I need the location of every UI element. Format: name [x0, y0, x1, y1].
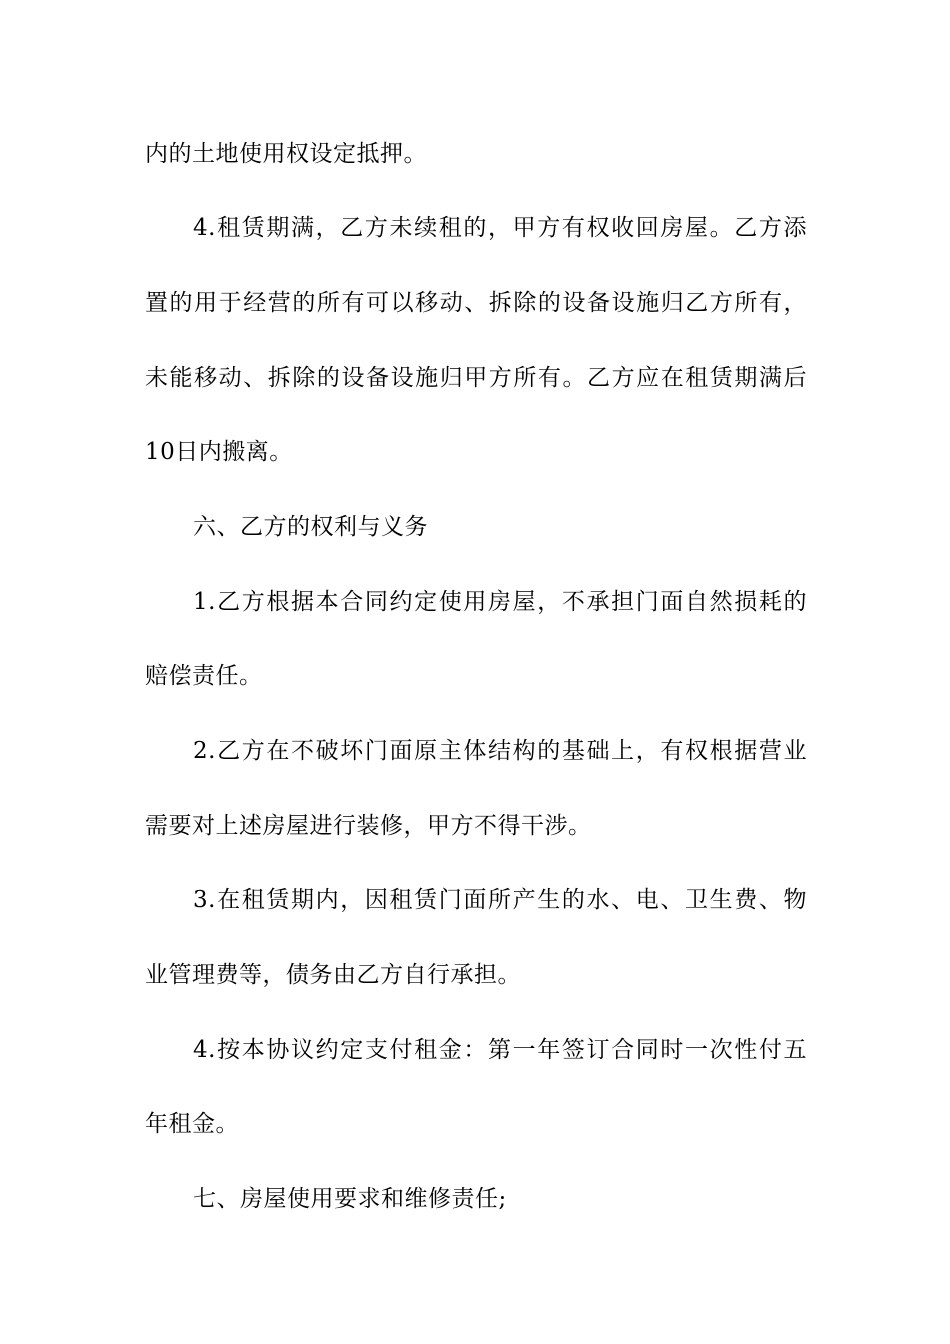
section-heading: 七、房屋使用要求和维修责任; [193, 1186, 507, 1212]
text-line: 需要对上述房屋进行装修，甲方不得干涉。 [145, 813, 592, 839]
text-line: 内的土地使用权设定抵押。 [145, 141, 427, 167]
section-heading: 六、乙方的权利与义务 [193, 514, 428, 540]
text-line: 3.在租赁期内，因租赁门面所产生的水、电、卫生费、物 [193, 887, 807, 913]
text-line: 业管理费等，债务由乙方自行承担。 [145, 962, 521, 988]
text-line: 赔偿责任。 [145, 663, 263, 689]
text-line: 1.乙方根据本合同约定使用房屋，不承担门面自然损耗的 [193, 589, 807, 615]
text-line: 2.乙方在不破坏门面原主体结构的基础上，有权根据营业 [193, 738, 807, 764]
text-line: 10日内搬离。 [145, 439, 293, 465]
text-line: 4.租赁期满，乙方未续租的，甲方有权收回房屋。乙方添 [193, 215, 807, 241]
text-line: 置的用于经营的所有可以移动、拆除的设备设施归乙方所有， [145, 290, 807, 316]
text-line: 4.按本协议约定支付租金：第一年签订合同时一次性付五 [193, 1037, 807, 1063]
text-line: 年租金。 [145, 1111, 239, 1137]
text-line: 未能移动、拆除的设备设施归甲方所有。乙方应在租赁期满后 [145, 365, 807, 391]
